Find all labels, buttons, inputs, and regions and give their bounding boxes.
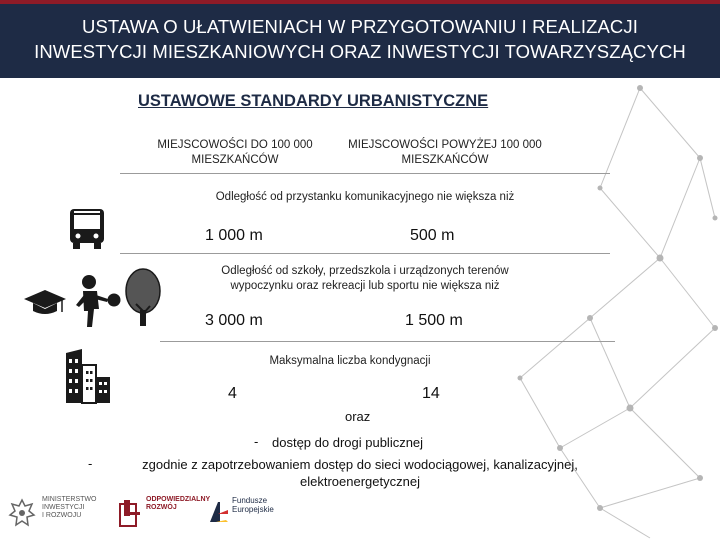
transit-value-large: 500 m (410, 227, 455, 244)
title-line-1: USTAWA O UŁATWIENIACH W PRZYGOTOWANIU I REALIZACJI (82, 16, 638, 37)
column-header-small-towns (140, 138, 330, 168)
column-header-large-towns (330, 138, 560, 168)
oraz-text: oraz (345, 409, 371, 424)
bullet-dash: - (88, 456, 93, 471)
column-header-large-line2: MIESZKAŃCÓW (401, 154, 489, 166)
utilities-access-text (110, 456, 610, 490)
responsible-development-logo (118, 498, 144, 528)
divider-line (120, 173, 610, 174)
eu-line2: Europejskie (232, 505, 274, 514)
eu-funds-logo (208, 500, 230, 524)
standards-subtitle: USTAWOWE STANDARDY URBANISTYCZNE (138, 92, 489, 110)
eu-line1: Fundusze (232, 496, 268, 505)
utilities-line2: elektroenergetycznej (300, 474, 420, 489)
column-header-small-line1: MIEJSCOWOŚCI DO 100 000 (157, 139, 313, 151)
buildings-icon (62, 347, 114, 405)
museum-line1: ODPOWIEDZIALNY (146, 496, 211, 503)
ministry-logo-text (42, 496, 96, 520)
tree-icon (124, 266, 162, 328)
storeys-value-large: 14 (422, 385, 440, 402)
transit-value-small: 1 000 m (205, 227, 263, 244)
bullet-dash: - (254, 434, 259, 449)
school-label-line1: Odległość od szkoły, przedszkola i urządzonych terenów (221, 265, 509, 277)
storeys-criterion-label: Maksymalna liczba kondygnacji (269, 355, 431, 367)
school-criterion-label (140, 264, 590, 294)
responsible-development-text (146, 496, 210, 512)
divider-line (160, 341, 615, 342)
column-header-small-line2: MIESZKAŃCÓW (191, 154, 279, 166)
polish-eagle-logo (8, 498, 36, 530)
school-value-large: 1 500 m (405, 312, 463, 329)
ministry-line1: MINISTERSTWO (42, 496, 97, 503)
slide-header (0, 0, 720, 78)
eu-funds-text (232, 496, 274, 514)
column-header-large-line1: MIEJSCOWOŚCI POWYŻEJ 100 000 (348, 139, 542, 151)
divider-line (120, 253, 610, 254)
ministry-line2: INWESTYCJI (42, 504, 85, 511)
storeys-value-small: 4 (228, 385, 237, 402)
road-access-text: dostęp do drogi publicznej (272, 435, 424, 450)
bus-icon (68, 207, 106, 251)
school-label-line2: wypoczynku oraz rekreacji lub sportu nie większa niż (230, 280, 500, 292)
ministry-line3: I ROZWOJU (42, 512, 82, 519)
school-value-small: 3 000 m (205, 312, 263, 329)
title-line-2: INWESTYCJI MIESZKANIOWYCH ORAZ INWESTYCJI TOWARZYSZĄCYCH (34, 41, 686, 62)
graduation-cap-icon (22, 288, 68, 316)
transit-criterion-label: Odległość od przystanku komunikacyjnego nie większa niż (215, 191, 515, 203)
child-playing-icon (72, 273, 122, 331)
utilities-line1: zgodnie z zapotrzebowaniem dostęp do sieci wodociągowej, kanalizacyjnej, (142, 457, 578, 472)
museum-line2: ROZWÓJ (146, 504, 177, 511)
